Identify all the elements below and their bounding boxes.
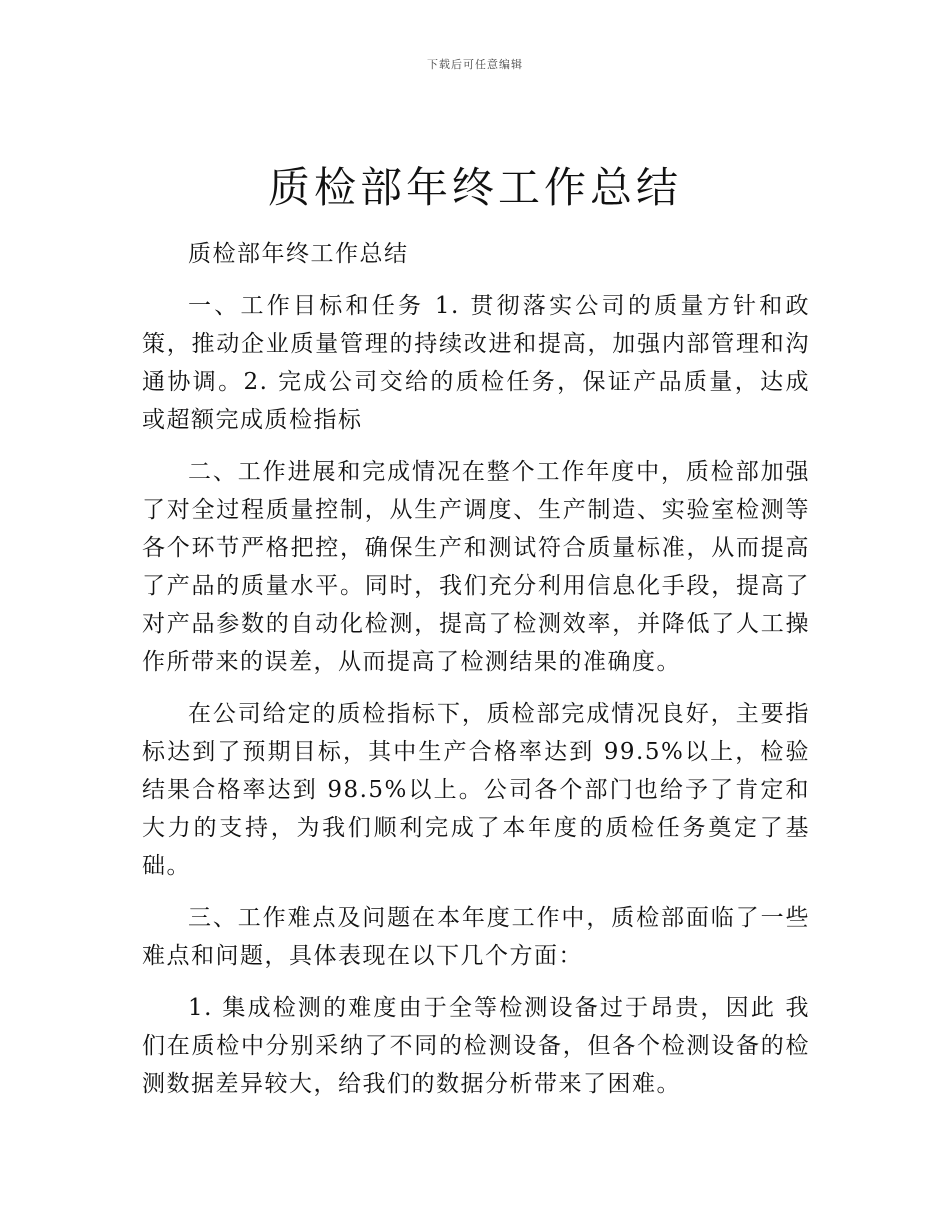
document-title: 质检部年终工作总结	[267, 163, 682, 212]
header-note: 下载后可任意编辑	[427, 58, 523, 71]
paragraph-goals: 一、工作目标和任务 1. 贯彻落实公司的质量方针和政策，推动企业质量管理的持续改进和提高，加强内部管理和沟通协调。2. 完成公司交给的质检任务，保证产品质量，达成或超额完成质检指标	[142, 293, 810, 433]
paragraph-difficulties: 三、工作难点及问题在本年度工作中，质检部面临了一些难点和问题，具体表现在以下几个方面：	[142, 905, 810, 969]
paragraph-subtitle: 质检部年终工作总结	[188, 241, 409, 267]
paragraph-difficulty-1: 1. 集成检测的难度由于全等检测设备过于昂贵，因此 我们在质检中分别采纳了不同的检测设备，但各个检测设备的检测数据差异较大，给我们的数据分析带来了困难。	[142, 995, 810, 1097]
paragraph-indicators: 在公司给定的质检指标下，质检部完成情况良好，主要指标达到了预期目标，其中生产合格率达到 99.5%以上，检验结果合格率达到 98.5%以上。公司各个部门也给予了肯定和大力的支持，为我们顺利完成了本年度的质检任务奠定了基础。	[142, 701, 810, 879]
document-body	[142, 235, 810, 1117]
paragraph-progress: 二、工作进展和完成情况在整个工作年度中，质检部加强了对全过程质量控制，从生产调度、生产制造、实验室检测等各个环节严格把控，确保生产和测试符合质量标准，从而提高了产品的质量水平。同时，我们充分利用信息化手段，提高了对产品参数的自动化检测，提高了检测效率，并降低了人工操作所带来的误差，从而提高了检测结果的准确度。	[142, 459, 810, 675]
